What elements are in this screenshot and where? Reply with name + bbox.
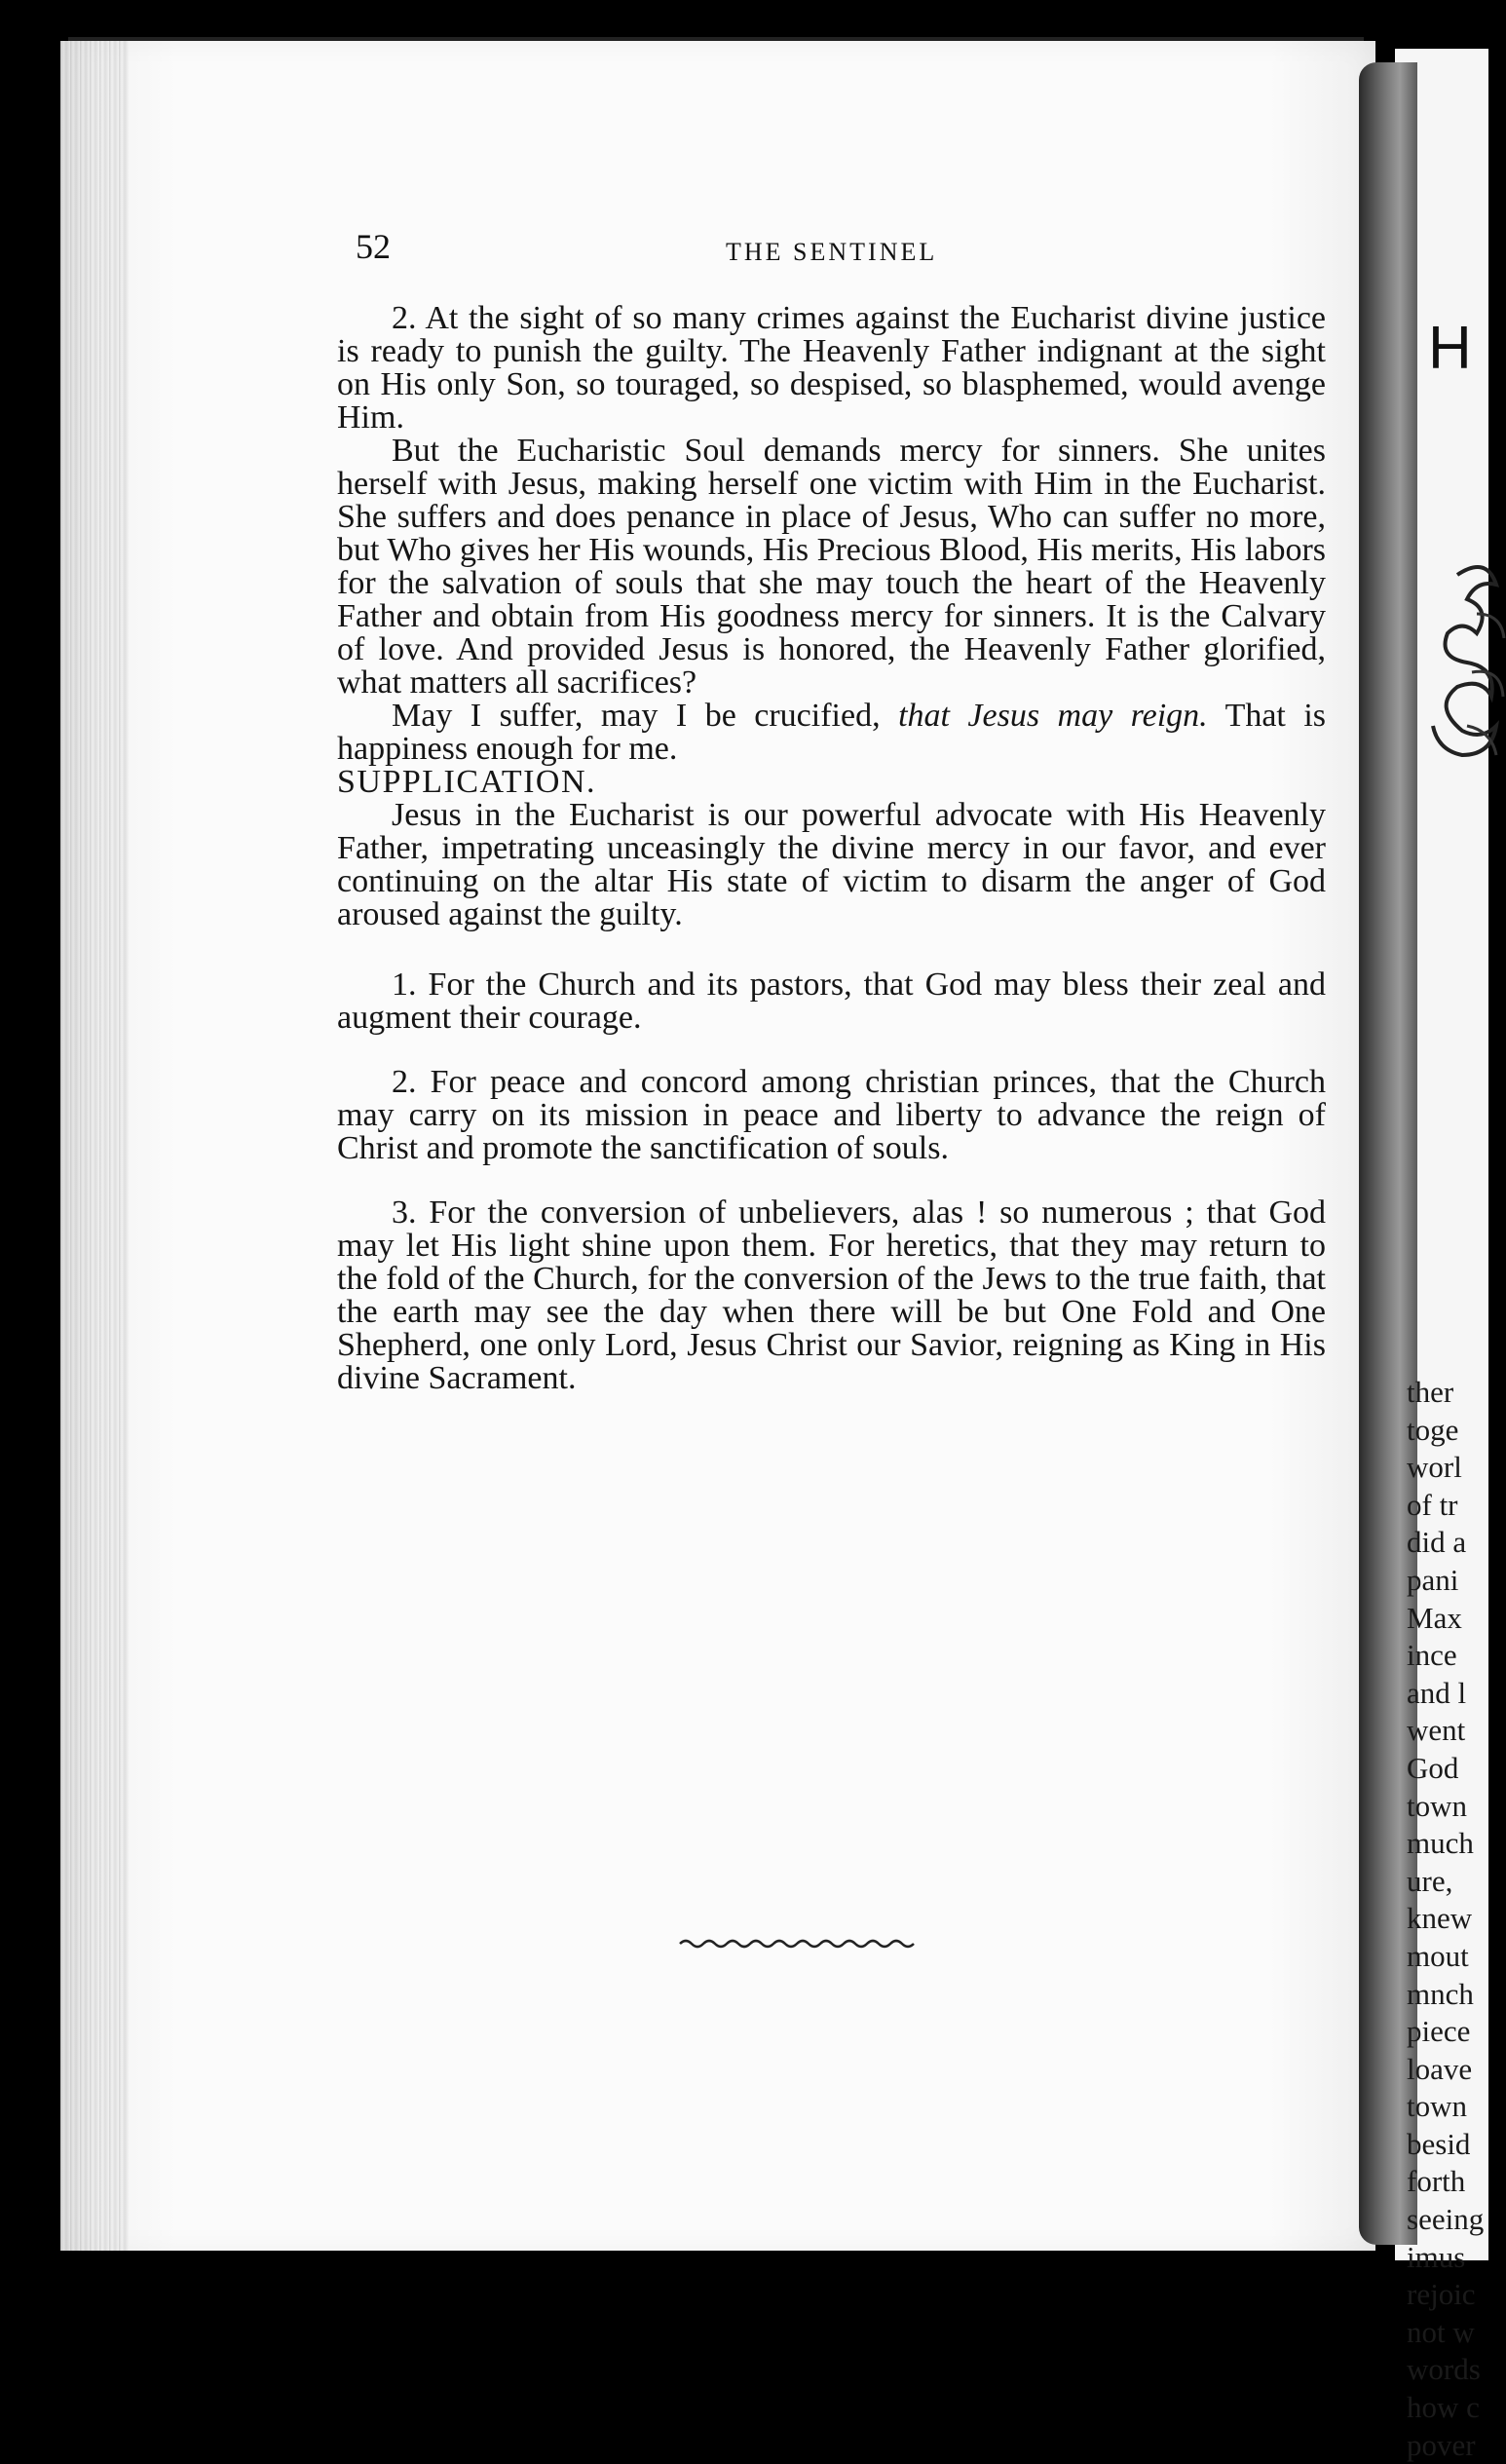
supplication-item-2: 2. For peace and concord among christian princes, that the Church may carry on its mission in peace and liberty to advance the reign of Christ and promote the sanctification of souls. [337, 1064, 1326, 1166]
facing-line: much [1407, 1826, 1474, 1861]
running-title: THE SENTINEL [726, 238, 938, 266]
facing-line: pani [1407, 1562, 1459, 1597]
facing-line: went [1407, 1713, 1466, 1748]
facing-line: town [1407, 1788, 1467, 1823]
facing-page-heading: H [1428, 315, 1472, 382]
facing-line: did a [1407, 1525, 1467, 1560]
facing-line: imus [1407, 2239, 1466, 2274]
facing-line: loave [1407, 2051, 1473, 2086]
facing-line: not w [1407, 2314, 1475, 2349]
facing-line: rejoic [1407, 2277, 1476, 2312]
facing-line: ure, [1407, 1863, 1453, 1898]
facing-line: knew [1407, 1901, 1473, 1936]
facing-line: mnch [1407, 1976, 1474, 2011]
facing-line: how c [1407, 2390, 1480, 2425]
facing-page-text-column [1407, 1374, 1504, 2464]
para3-end: That is happiness enough for me. [337, 698, 1327, 767]
paragraph-divine-justice: 2. At the sight of so many crimes against the Eucharist divine justice is ready to punish the guilty. The Heavenly Father indignant at the sight on His only Son, so touraged, so despised, so blasphemed, would avenge Him. [337, 300, 1326, 436]
facing-line: words [1407, 2352, 1481, 2387]
supplication-item-3: 3. For the conversion of unbelievers, alas ! so numerous ; that God may let His light shine upon them. For heretics, that they may return to the fold of the Church, for the conversion of the Jews to the true faith, that the earth may see the day when there will be but One Fold and One Shepherd, one only Lord, Jesus Christ our Savior, reigning as King in His divine Sacrament. [337, 1194, 1326, 1396]
paragraph-may-i-suffer [337, 700, 1326, 766]
facing-line: besid [1407, 2126, 1471, 2161]
decorative-initial-ornament [1418, 555, 1506, 779]
facing-line: pover [1407, 2427, 1476, 2462]
facing-line: worl [1407, 1450, 1462, 1485]
facing-line: ther [1407, 1375, 1454, 1409]
page-header [0, 226, 1488, 275]
page-binding-edge [60, 41, 129, 2251]
facing-line: Max [1407, 1600, 1462, 1635]
facing-line: of tr [1407, 1487, 1458, 1522]
para3-italic: that Jesus may reign. [898, 698, 1208, 734]
facing-line: seeing [1407, 2202, 1485, 2237]
decorative-wavy-rule [680, 1935, 920, 1952]
paragraph-eucharistic-soul: But the Eucharistic Soul demands mercy for sinners. She unites herself with Jesus, making herself one victim with Him in the Eucharist. She suffers and does penance in place of Jesus, Who can suffer no more, but Who gives her His wounds, His Precious Blood, His merits, His labors for the salvation of souls that she may touch the heart of the Heavenly Father and obtain from His goodness mercy for sinners. It is the Calvary of love. And provided Jesus is honored, the Heavenly Father glorified, what matters all sacrifices? [337, 433, 1326, 701]
facing-line: town [1407, 2089, 1467, 2124]
supplication-item-1: 1. For the Church and its pastors, that God may bless their zeal and augment their courage. [337, 967, 1326, 1036]
facing-line: God [1407, 1750, 1459, 1785]
facing-line: and l [1407, 1675, 1467, 1710]
section-heading: SUPPLICATION. [337, 764, 597, 800]
supplication-intro: Jesus in the Eucharist is our powerful advocate with His Heavenly Father, impetrating unceasingly the divine mercy in our favor, and ever continuing on the altar His state of victim to disarm the anger of God aroused against the guilty. [337, 797, 1326, 932]
facing-line: mout [1407, 1938, 1469, 1973]
facing-line: toge [1407, 1412, 1459, 1447]
page-number: 52 [356, 227, 391, 266]
facing-line: ince [1407, 1638, 1457, 1673]
facing-line: forth [1407, 2164, 1466, 2199]
page-body [337, 302, 1326, 1395]
facing-line: piece [1407, 2014, 1471, 2049]
para3-start: May I suffer, may I be crucified, [392, 698, 881, 734]
